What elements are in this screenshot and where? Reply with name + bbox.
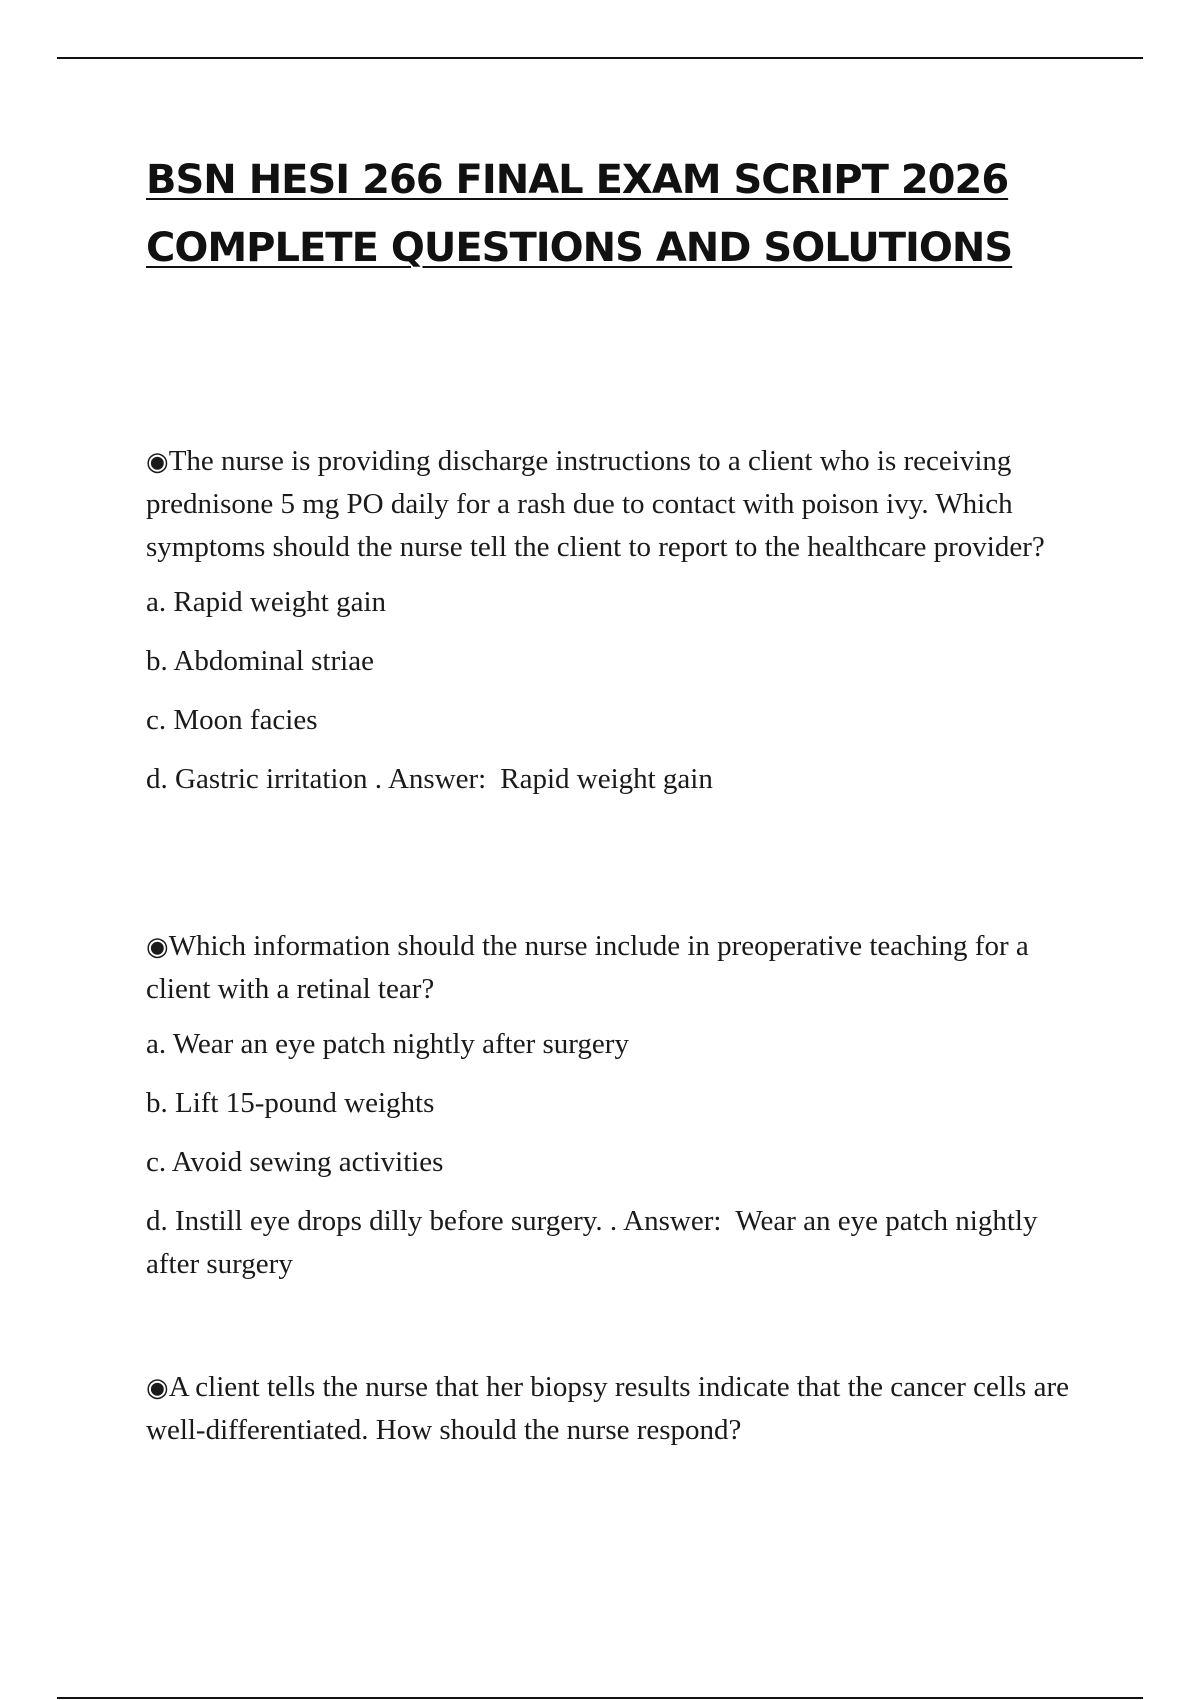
bullet-icon: ◉	[146, 447, 169, 476]
bullet-icon: ◉	[146, 932, 169, 961]
option-b: b. Lift 15-pound weights	[146, 1087, 435, 1119]
answer-label: Answer:	[623, 1205, 722, 1237]
option-b: b. Abdominal striae	[146, 645, 374, 677]
bottom-rule	[57, 1697, 1143, 1699]
title-line-2: COMPLETE QUESTIONS AND SOLUTIONS	[146, 225, 1013, 271]
option-d	[146, 1200, 1096, 1286]
option-d	[146, 758, 1096, 801]
question-text: The nurse is providing discharge instructions to a client who is receiving prednisone 5 mg PO daily for a rash due to contact with poison ivy. Which symptoms should the nurse tell the client to report to the healthcare provider?	[146, 445, 1045, 563]
option-d-text: d. Instill eye drops dilly before surgery. .	[146, 1205, 618, 1237]
option-c: c. Moon facies	[146, 704, 318, 736]
question-text: A client tells the nurse that her biopsy results indicate that the cancer cells are well-differentiated. How should the nurse respond?	[146, 1371, 1069, 1446]
title-line-1: BSN HESI 266 FINAL EXAM SCRIPT 2026	[146, 157, 1009, 203]
option-c: c. Avoid sewing activities	[146, 1146, 444, 1178]
option-d-text: d. Gastric irritation .	[146, 763, 382, 795]
top-rule	[57, 57, 1143, 59]
answer-label: Answer:	[387, 763, 487, 795]
question-stem	[146, 925, 1096, 1011]
page-title	[146, 146, 1106, 282]
option-a: a. Rapid weight gain	[146, 586, 387, 618]
answer-text: Wear an eye patch nightly after surgery	[146, 1205, 1038, 1280]
question-text: Which information should the nurse include in preoperative teaching for a client with a retinal tear?	[146, 930, 1029, 1005]
question-stem	[146, 440, 1096, 569]
question-1	[146, 440, 1096, 817]
question-stem	[146, 1366, 1096, 1452]
question-2	[146, 925, 1096, 1302]
option-a: a. Wear an eye patch nightly after surgery	[146, 1028, 629, 1060]
bullet-icon: ◉	[146, 1373, 169, 1402]
answer-text: Rapid weight gain	[500, 763, 713, 795]
question-3	[146, 1366, 1096, 1464]
